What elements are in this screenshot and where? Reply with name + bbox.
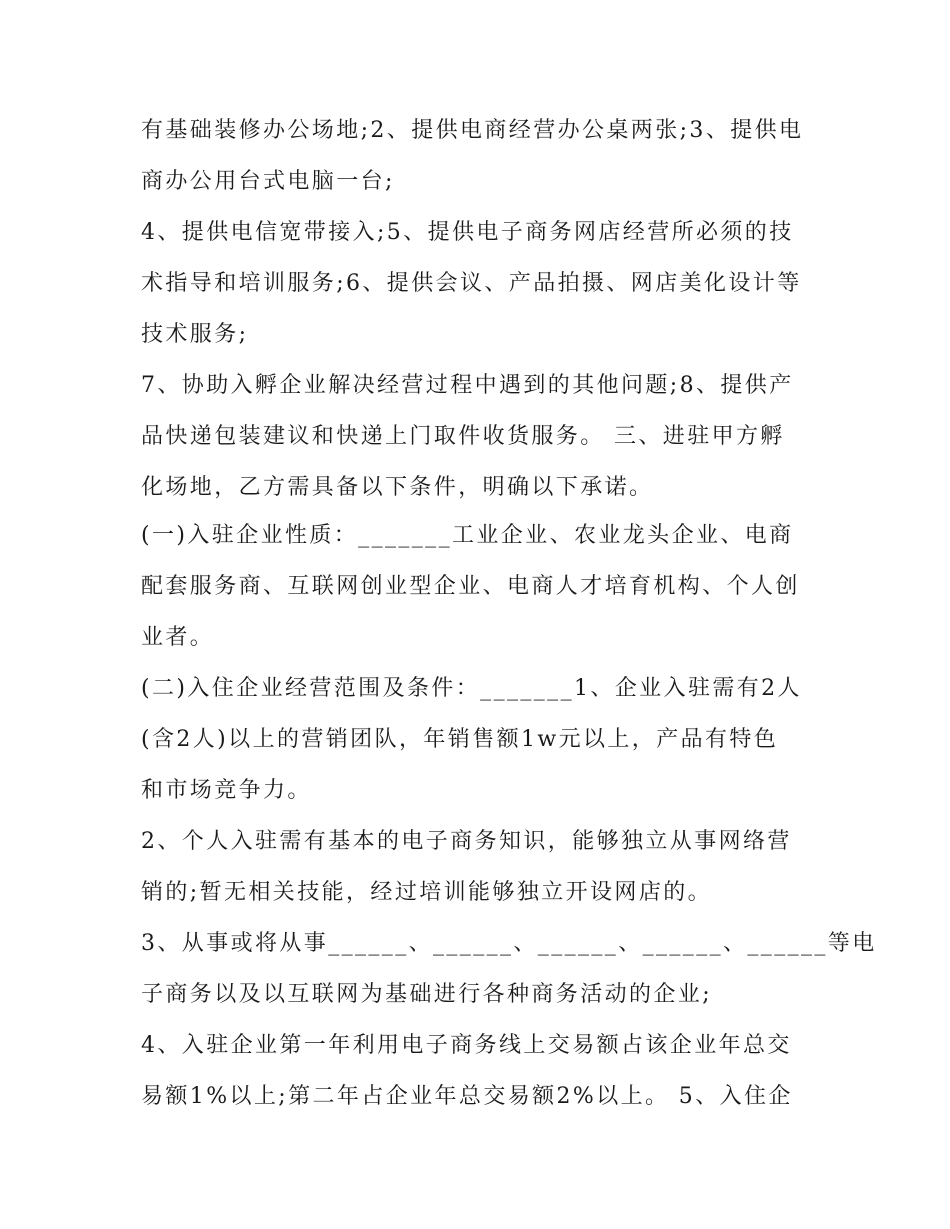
text-line: (含2人)以上的营销团队，年销售额1w元以上，产品有特色 bbox=[141, 727, 779, 752]
text-line: 和市场竞争力。 bbox=[141, 778, 312, 803]
text-line: 术指导和培训服务;6、提供会议、产品拍摄、网店美化设计等 bbox=[141, 271, 802, 296]
text-line: 7、协助入孵企业解决经营过程中遇到的其他问题;8、提供产 bbox=[141, 373, 794, 398]
text-line: 4、提供电信宽带接入;5、提供电子商务网店经营所必须的技 bbox=[141, 220, 794, 245]
text-line: 4、入驻企业第一年利用电子商务线上交易额占该企业年总交 bbox=[141, 1033, 792, 1058]
text-line: 2、个人入驻需有基本的电子商务知识，能够独立从事网络营 bbox=[141, 829, 792, 854]
text-line: (二)入住企业经营范围及条件：_______1、企业入驻需有2人 bbox=[141, 676, 802, 701]
text-line: 商办公用台式电脑一台; bbox=[141, 169, 395, 194]
text-line: (一)入驻企业性质：_______工业企业、农业龙头企业、电商 bbox=[141, 523, 794, 548]
text-line: 化场地，乙方需具备以下条件，明确以下承诺。 bbox=[141, 475, 654, 500]
text-line: 业者。 bbox=[141, 625, 215, 650]
text-line: 子商务以及以互联网为基础进行各种商务活动的企业; bbox=[141, 982, 713, 1007]
text-line: 配套服务商、互联网创业型企业、电商人才培育机构、个人创 bbox=[141, 574, 800, 599]
text-line: 技术服务; bbox=[141, 322, 249, 347]
text-line: 销的;暂无相关技能，经过培训能够独立开设网店的。 bbox=[141, 880, 713, 905]
text-line: 品快递包装建议和快递上门取件收货服务。 三、进驻甲方孵 bbox=[141, 424, 785, 449]
text-line: 易额1%以上;第二年占企业年总交易额2%以上。 5、入住企 bbox=[141, 1084, 793, 1109]
text-line: 3、从事或将从事______、______、______、______、______等电 bbox=[141, 931, 877, 956]
text-line: 有基础装修办公场地;2、提供电商经营办公桌两张;3、提供电 bbox=[141, 118, 804, 143]
